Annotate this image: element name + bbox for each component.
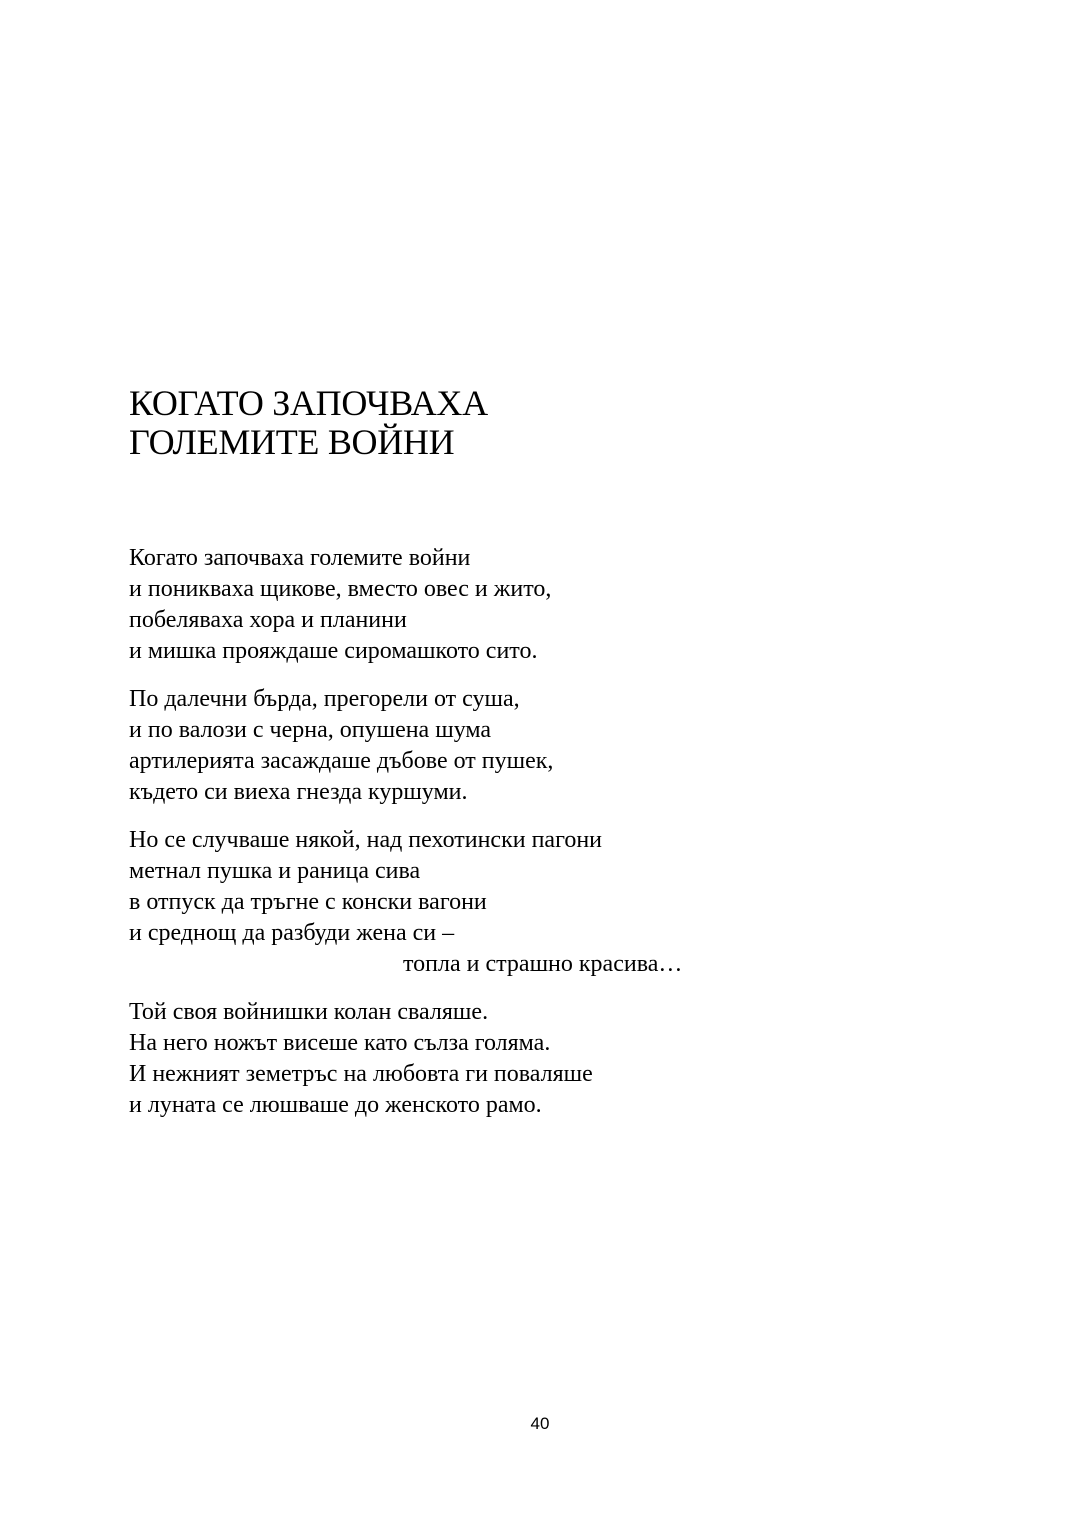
poem-title-line-2: ГОЛЕМИТЕ ВОЙНИ bbox=[129, 422, 455, 462]
stanza-4 bbox=[129, 997, 929, 1121]
poem-body bbox=[129, 543, 929, 1138]
verse-line: метнал пушка и раница сива bbox=[129, 858, 421, 884]
stanza-1 bbox=[129, 543, 929, 667]
verse-line: и мишка прояждаше сиромашкото сито. bbox=[129, 638, 538, 664]
page-number: 40 bbox=[530, 1414, 550, 1433]
poem-title-line-1: КОГАТО ЗАПОЧВАХА bbox=[129, 383, 488, 423]
verse-line: Когато започваха големите войни bbox=[129, 545, 471, 571]
stanza-2 bbox=[129, 684, 929, 808]
verse-line: и по валози с черна, опушена шума bbox=[129, 717, 492, 743]
verse-line: побеляваха хора и планини bbox=[129, 607, 407, 633]
verse-line: На него ножът висеше като сълза голяма. bbox=[129, 1030, 551, 1056]
poem-title bbox=[129, 384, 488, 462]
verse-line-indented: топла и страшно красива… bbox=[403, 951, 683, 977]
verse-line: в отпуск да тръгне с конски вагони bbox=[129, 889, 487, 915]
verse-line: и среднощ да разбуди жена си – bbox=[129, 920, 455, 946]
verse-line: И нежният земетръс на любовта ги поваляше bbox=[129, 1061, 593, 1087]
verse-line: и луната се люшваше до женското рамо. bbox=[129, 1092, 542, 1118]
verse-line: артилерията засаждаше дъбове от пушек, bbox=[129, 748, 554, 774]
stanza-3 bbox=[129, 825, 929, 980]
verse-line: По далечни бърда, прегорели от суша, bbox=[129, 686, 520, 712]
verse-line: Той своя войнишки колан сваляше. bbox=[129, 999, 489, 1025]
verse-line: и поникваха щикове, вместо овес и жито, bbox=[129, 576, 552, 602]
verse-line: където си виеха гнезда куршуми. bbox=[129, 779, 468, 805]
verse-line: Но се случваше някой, над пехотински пагони bbox=[129, 827, 603, 853]
